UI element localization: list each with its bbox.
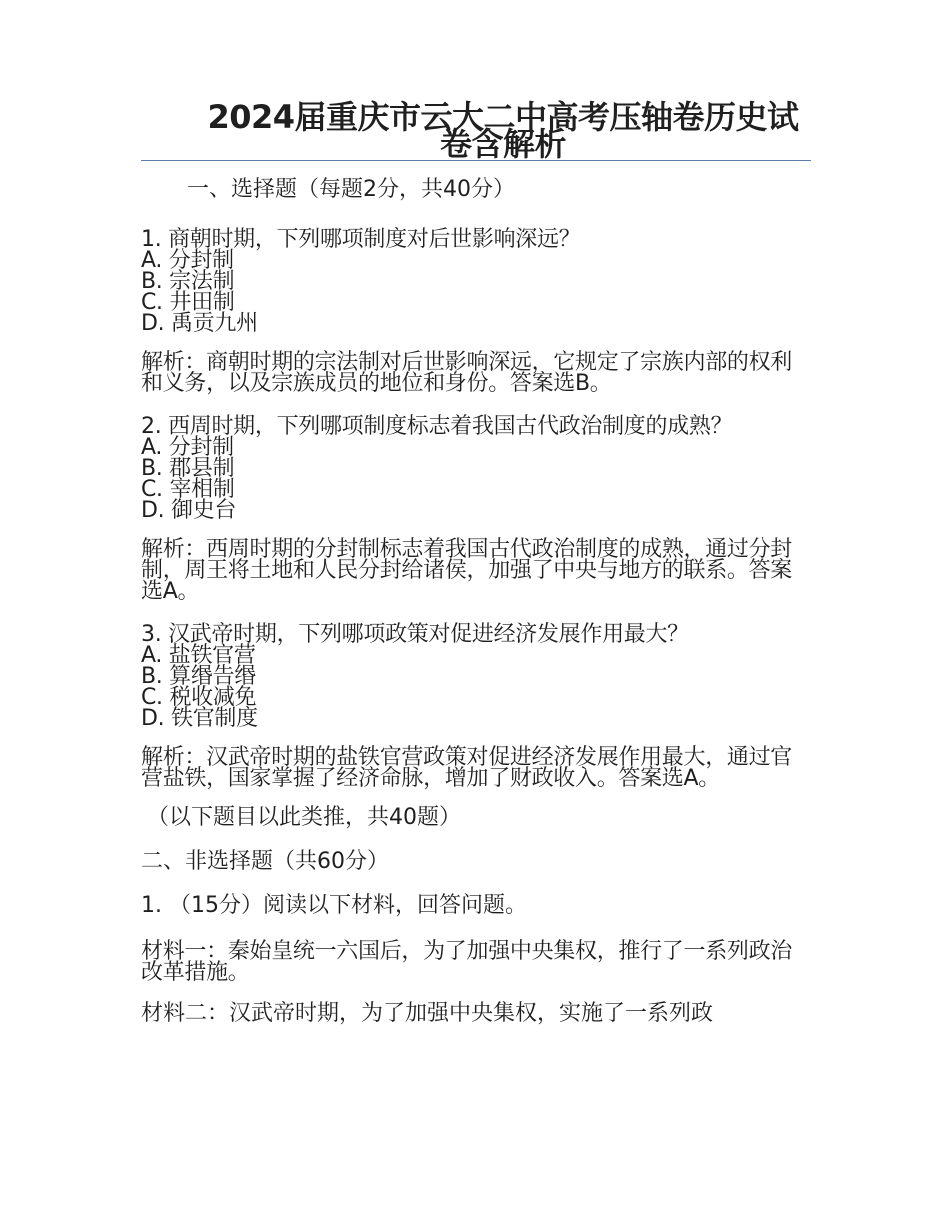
material-one: 材料一：秦始皇统一六国后，为了加强中央集权，推行了一系列政治改革措施。 <box>141 939 793 985</box>
document-page <box>141 98 811 1027</box>
continuation-note: （以下题目以此类推，共40题） <box>147 805 461 830</box>
question-1 <box>141 229 811 334</box>
option-b: B. 宗法制 <box>141 269 235 294</box>
option-d: D. 御史台 <box>141 498 237 523</box>
document-title: 2024届重庆市云大二中高考压轴卷历史试卷含解析 <box>207 98 799 163</box>
question-stem: 1. 商朝时期，下列哪项制度对后世影响深远？ <box>141 227 581 252</box>
material-two: 材料二：汉武帝时期，为了加强中央集权，实施了一系列政 <box>141 1001 714 1026</box>
analysis-2: 解析：西周时期的分封制标志着我国古代政治制度的成熟，通过分封制，周王将土地和人民分封给诸侯，加强了中央与地方的联系。答案选A。 <box>141 537 793 604</box>
option-d: D. 禹贡九州 <box>141 311 258 336</box>
option-b: B. 算缗告缗 <box>141 664 256 689</box>
section-heading-choice: 一、选择题（每题2分，共40分） <box>187 177 515 202</box>
option-c: C. 税收减免 <box>141 685 257 710</box>
option-c: C. 宰相制 <box>141 477 235 502</box>
question-stem: 2. 西周时期，下列哪项制度标志着我国古代政治制度的成熟？ <box>141 414 733 439</box>
analysis-3: 解析：汉武帝时期的盐铁官营政策对促进经济发展作用最大，通过官营盐铁，国家掌握了经济命脉，增加了财政收入。答案选A。 <box>141 745 793 791</box>
analysis-1: 解析：商朝时期的宗法制对后世影响深远，它规定了宗族内部的权利和义务，以及宗族成员的地位和身份。答案选B。 <box>141 350 793 396</box>
option-c: C. 井田制 <box>141 290 235 315</box>
question-stem: 3. 汉武帝时期，下列哪项政策对促进经济发展作用最大？ <box>141 622 689 647</box>
option-a: A. 分封制 <box>141 248 234 273</box>
question-3 <box>141 624 811 729</box>
option-d: D. 铁官制度 <box>141 706 258 731</box>
question-material-stem: 1. （15分）阅读以下材料，回答问题。 <box>141 893 527 918</box>
section-heading-nonchoice: 二、非选择题（共60分） <box>141 849 389 874</box>
option-a: A. 盐铁官营 <box>141 643 256 668</box>
option-a: A. 分封制 <box>141 435 234 460</box>
question-2 <box>141 416 811 521</box>
option-b: B. 郡县制 <box>141 456 235 481</box>
